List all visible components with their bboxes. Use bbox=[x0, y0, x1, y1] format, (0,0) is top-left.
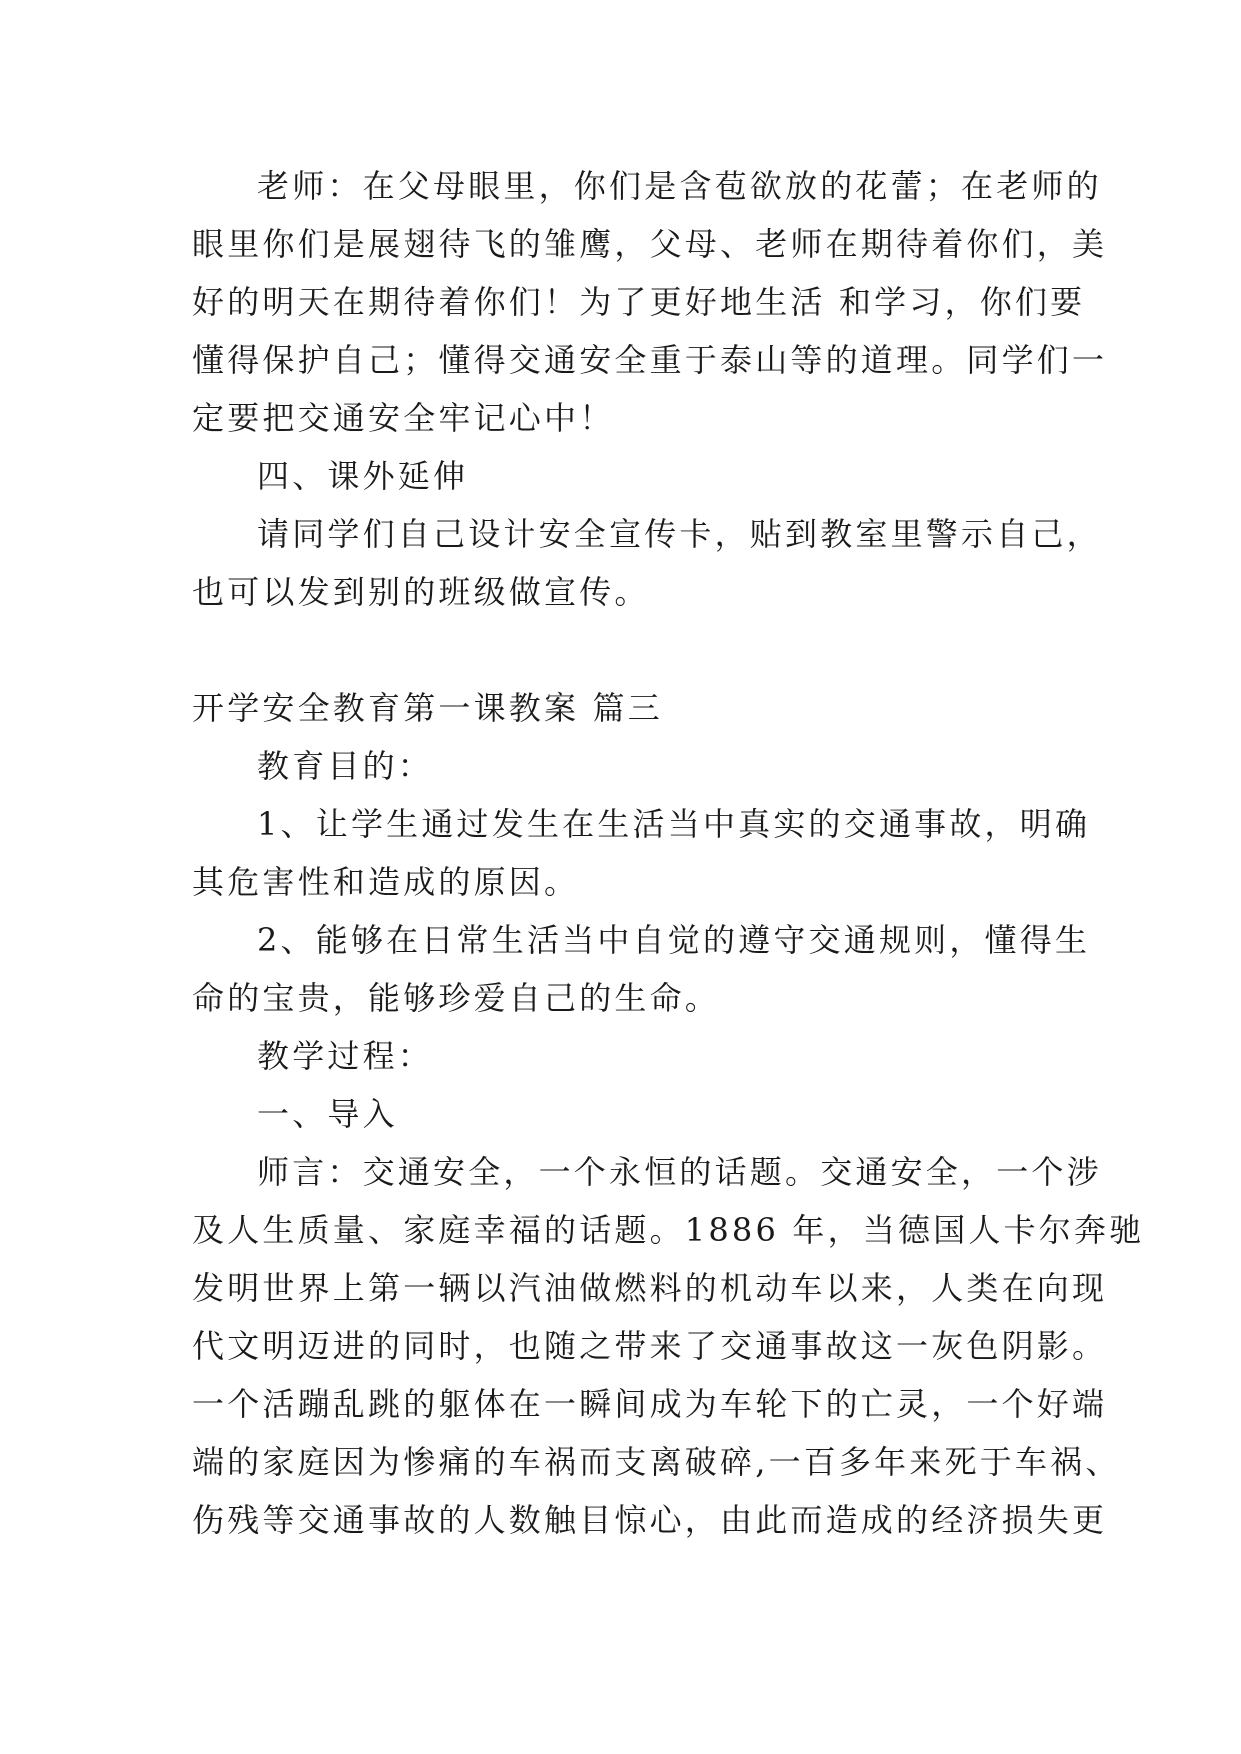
paragraph-line: 懂得保护自己；懂得交通安全重于泰山等的道理。同学们一 bbox=[192, 341, 1108, 379]
paragraph-line: 请同学们自己设计安全宣传卡，贴到教室里警示自己， bbox=[257, 515, 1102, 553]
paragraph-line: 发明世界上第一辆以汽油做燃料的机动车以来，人类在向现 bbox=[192, 1269, 1108, 1307]
section-heading: 教育目的： bbox=[257, 747, 434, 785]
paragraph-line: 老师：在父母眼里，你们是含苞欲放的花蕾；在老师的 bbox=[257, 167, 1102, 205]
section-heading: 教学过程： bbox=[257, 1037, 434, 1075]
list-item: 2、能够在日常生活当中自觉的遵守交通规则，懂得生 bbox=[257, 921, 1091, 959]
paragraph-line: 眼里你们是展翅待飞的雏鹰，父母、老师在期待着你们，美 bbox=[192, 225, 1108, 263]
paragraph-line: 及人生质量、家庭幸福的话题。1886 年，当德国人卡尔奔驰 bbox=[192, 1211, 1145, 1249]
paragraph-line: 也可以发到别的班级做宣传。 bbox=[192, 573, 650, 611]
paragraph-line: 代文明迈进的同时，也随之带来了交通事故这一灰色阴影。 bbox=[192, 1327, 1108, 1365]
paragraph-line: 定要把交通安全牢记心中！ bbox=[192, 399, 615, 437]
paragraph-line: 一个活蹦乱跳的躯体在一瞬间成为车轮下的亡灵，一个好端 bbox=[192, 1385, 1108, 1423]
list-item: 命的宝贵，能够珍爱自己的生命。 bbox=[192, 979, 721, 1017]
section-heading: 一、导入 bbox=[257, 1095, 398, 1133]
paragraph-line: 好的明天在期待着你们！为了更好地生活 和学习，你们要 bbox=[192, 283, 1086, 321]
paragraph-line: 师言：交通安全，一个永恒的话题。交通安全，一个涉 bbox=[257, 1153, 1102, 1191]
paragraph-line: 端的家庭因为惨痛的车祸而支离破碎,一百多年来死于车祸、 bbox=[192, 1443, 1121, 1481]
section-heading: 四、课外延伸 bbox=[257, 457, 469, 495]
document-title: 开学安全教育第一课教案 篇三 bbox=[192, 689, 663, 727]
paragraph-line: 伤残等交通事故的人数触目惊心，由此而造成的经济损失更 bbox=[192, 1501, 1108, 1539]
list-item: 1、让学生通过发生在生活当中真实的交通事故，明确 bbox=[257, 805, 1091, 843]
list-item: 其危害性和造成的原因。 bbox=[192, 863, 580, 901]
